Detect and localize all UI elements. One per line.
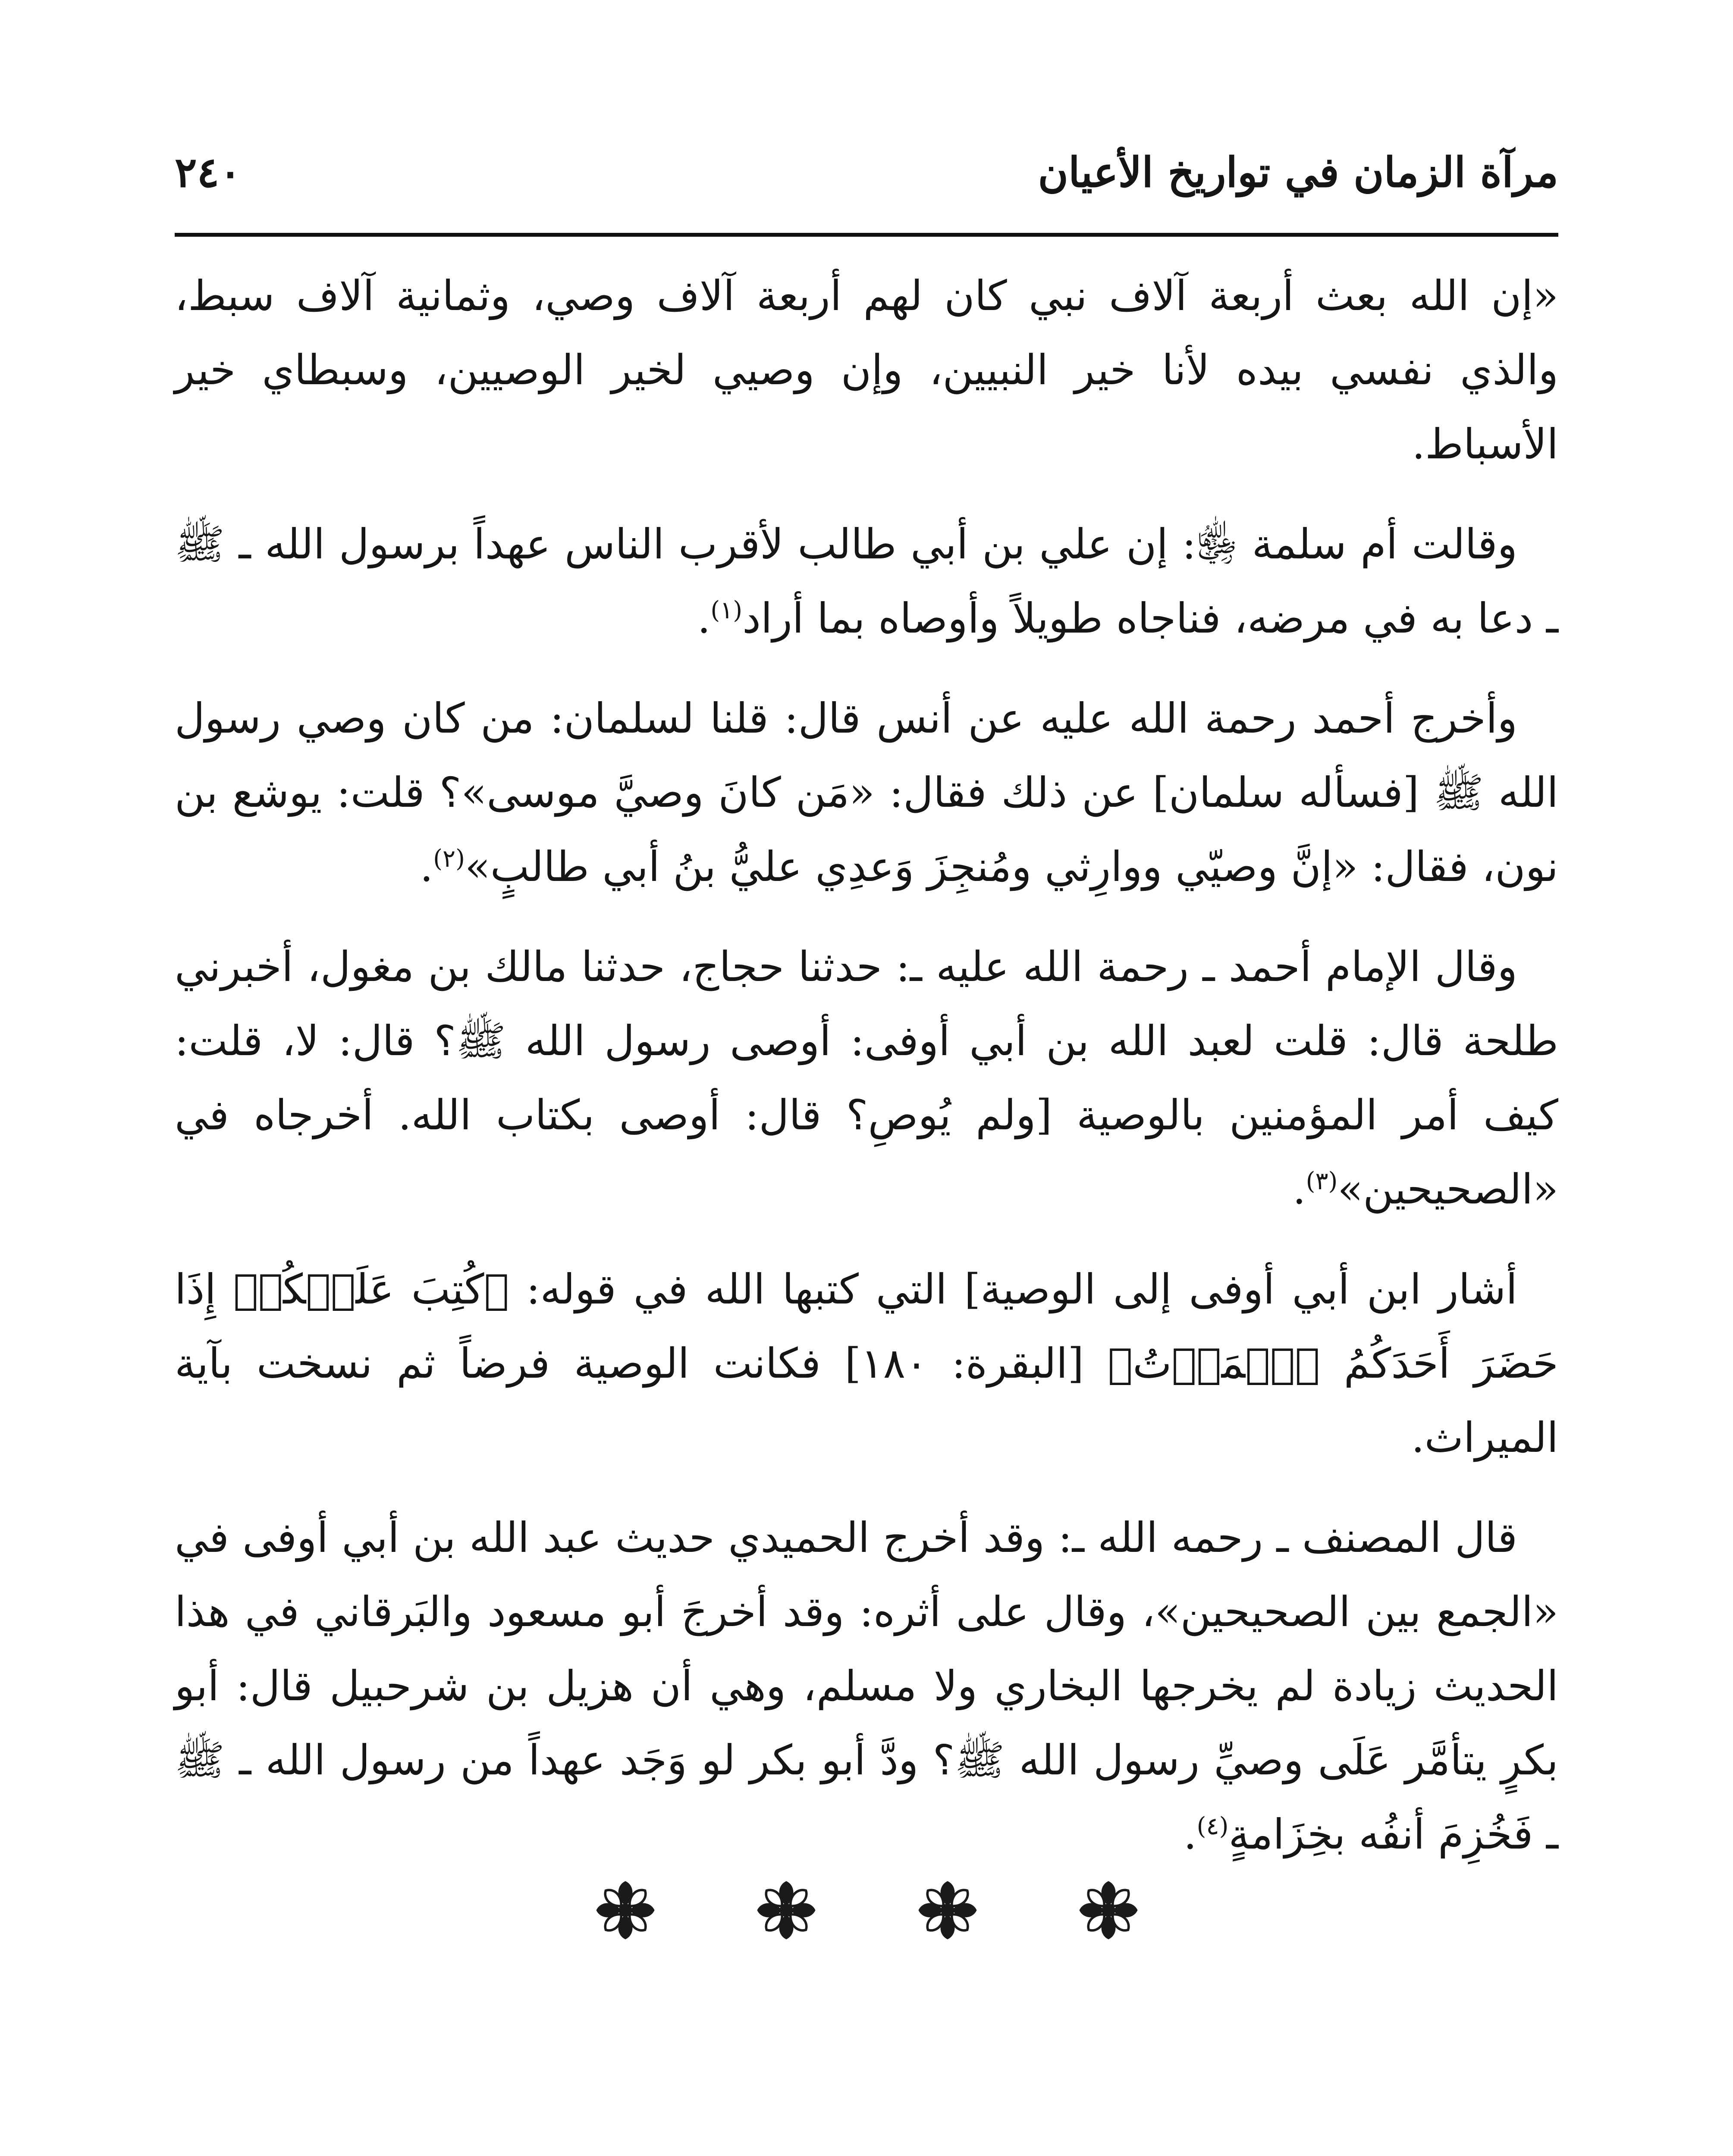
footnote-marker[interactable]: (٣) — [1306, 1167, 1338, 1195]
paragraph-text: وقالت أم سلمة ﵂: إن علي بن أبي طالب لأقرب الناس عهداً برسول الله ـ ﷺ ـ دعا به في مرضه، فناجاه طويلاً وأوصاه بما أراد — [175, 520, 1558, 642]
paragraph-end: . — [1293, 1165, 1306, 1213]
book-title: مرآة الزمان في تواريخ الأعيان — [1038, 148, 1558, 197]
paragraph — [175, 1501, 1558, 1871]
running-header — [175, 142, 1558, 203]
footnote-marker[interactable]: (٤) — [1196, 1812, 1229, 1840]
main-text — [175, 259, 1558, 1897]
paragraph-end: . — [420, 843, 433, 891]
footnote-marker[interactable]: (٢) — [433, 845, 465, 873]
paragraph — [175, 259, 1558, 481]
section-ornament — [595, 1871, 1139, 1949]
eight-petal-flower-icon — [595, 1880, 656, 1940]
paragraph — [175, 681, 1558, 904]
page-number: ٢٤٠ — [175, 148, 242, 197]
paragraph — [175, 507, 1558, 655]
paragraph-text: قال المصنف ـ رحمه الله ـ: وقد أخرج الحميدي حديث عبد الله بن أبي أوفى في «الجمع بين الصحيحين»، وقال على أثره: وقد أخرجَ أبو مسعود والبَرقاني في هذا الحديث زيادة لم يخرجها البخاري ولا مسلم، وهي أن هزيل بن شرحبيل قال: أبو بكرٍ يتأمَّر عَلَى وصيِّ رسول الله ﷺ؟ ودَّ أبو بكر لو وَجَد عهداً من رسول الله ـ ﷺ ـ فَخُزِمَ أنفُه بخِزَامةٍ — [175, 1514, 1559, 1858]
eight-petal-flower-icon — [917, 1880, 978, 1940]
paragraph-text: «إن الله بعث أربعة آلاف نبي كان لهم أربعة آلاف وصي، وثمانية آلاف سبط، والذي نفسي بيده لأنا خير النبيين، وإن وصيي لخير الوصيين، وسبطاي خير الأسباط. — [175, 272, 1558, 468]
paragraph — [175, 930, 1558, 1226]
eight-petal-flower-icon — [1078, 1880, 1139, 1940]
paragraph-text: وأخرج أحمد رحمة الله عليه عن أنس قال: قلنا لسلمان: من كان وصي رسول الله ﷺ [فسأله سلمان] عن ذلك فقال: «مَن كانَ وصيَّ موسى»؟ قلت: يوشع بن نون، فقال: «إنَّ وصيّي ووارِثي ومُنجِزَ وَعدِي عليُّ بنُ أبي طالبٍ» — [175, 694, 1559, 891]
paragraph-end: . — [1184, 1810, 1197, 1858]
paragraph-text: أشار ابن أبي أوفى إلى الوصية] التي كتبها الله في قوله: ﴿كُتِبَ عَلَيۡكُمۡ إِذَا حَضَرَ أَحَدَكُمُ ٱلۡمَوۡتُ﴾ [البقرة: ١٨٠] فكانت الوصية فرضاً ثم نسخت بآية الميراث. — [175, 1265, 1559, 1462]
paragraph-text: وقال الإمام أحمد ـ رحمة الله عليه ـ: حدثنا حجاج، حدثنا مالك بن مغول، أخبرني طلحة قال: قلت لعبد الله بن أبي أوفى: أوصى رسول الله ﷺ؟ قال: لا، قلت: كيف أمر المؤمنين بالوصية [ولم يُوصِ؟ قال: أوصى بكتاب الله. أخرجاه في «الصحيحين» — [175, 943, 1559, 1213]
eight-petal-flower-icon — [756, 1880, 816, 1940]
header-rule — [175, 233, 1558, 237]
paragraph-end: . — [697, 594, 711, 642]
footnote-marker[interactable]: (١) — [710, 596, 743, 624]
paragraph — [175, 1252, 1558, 1475]
